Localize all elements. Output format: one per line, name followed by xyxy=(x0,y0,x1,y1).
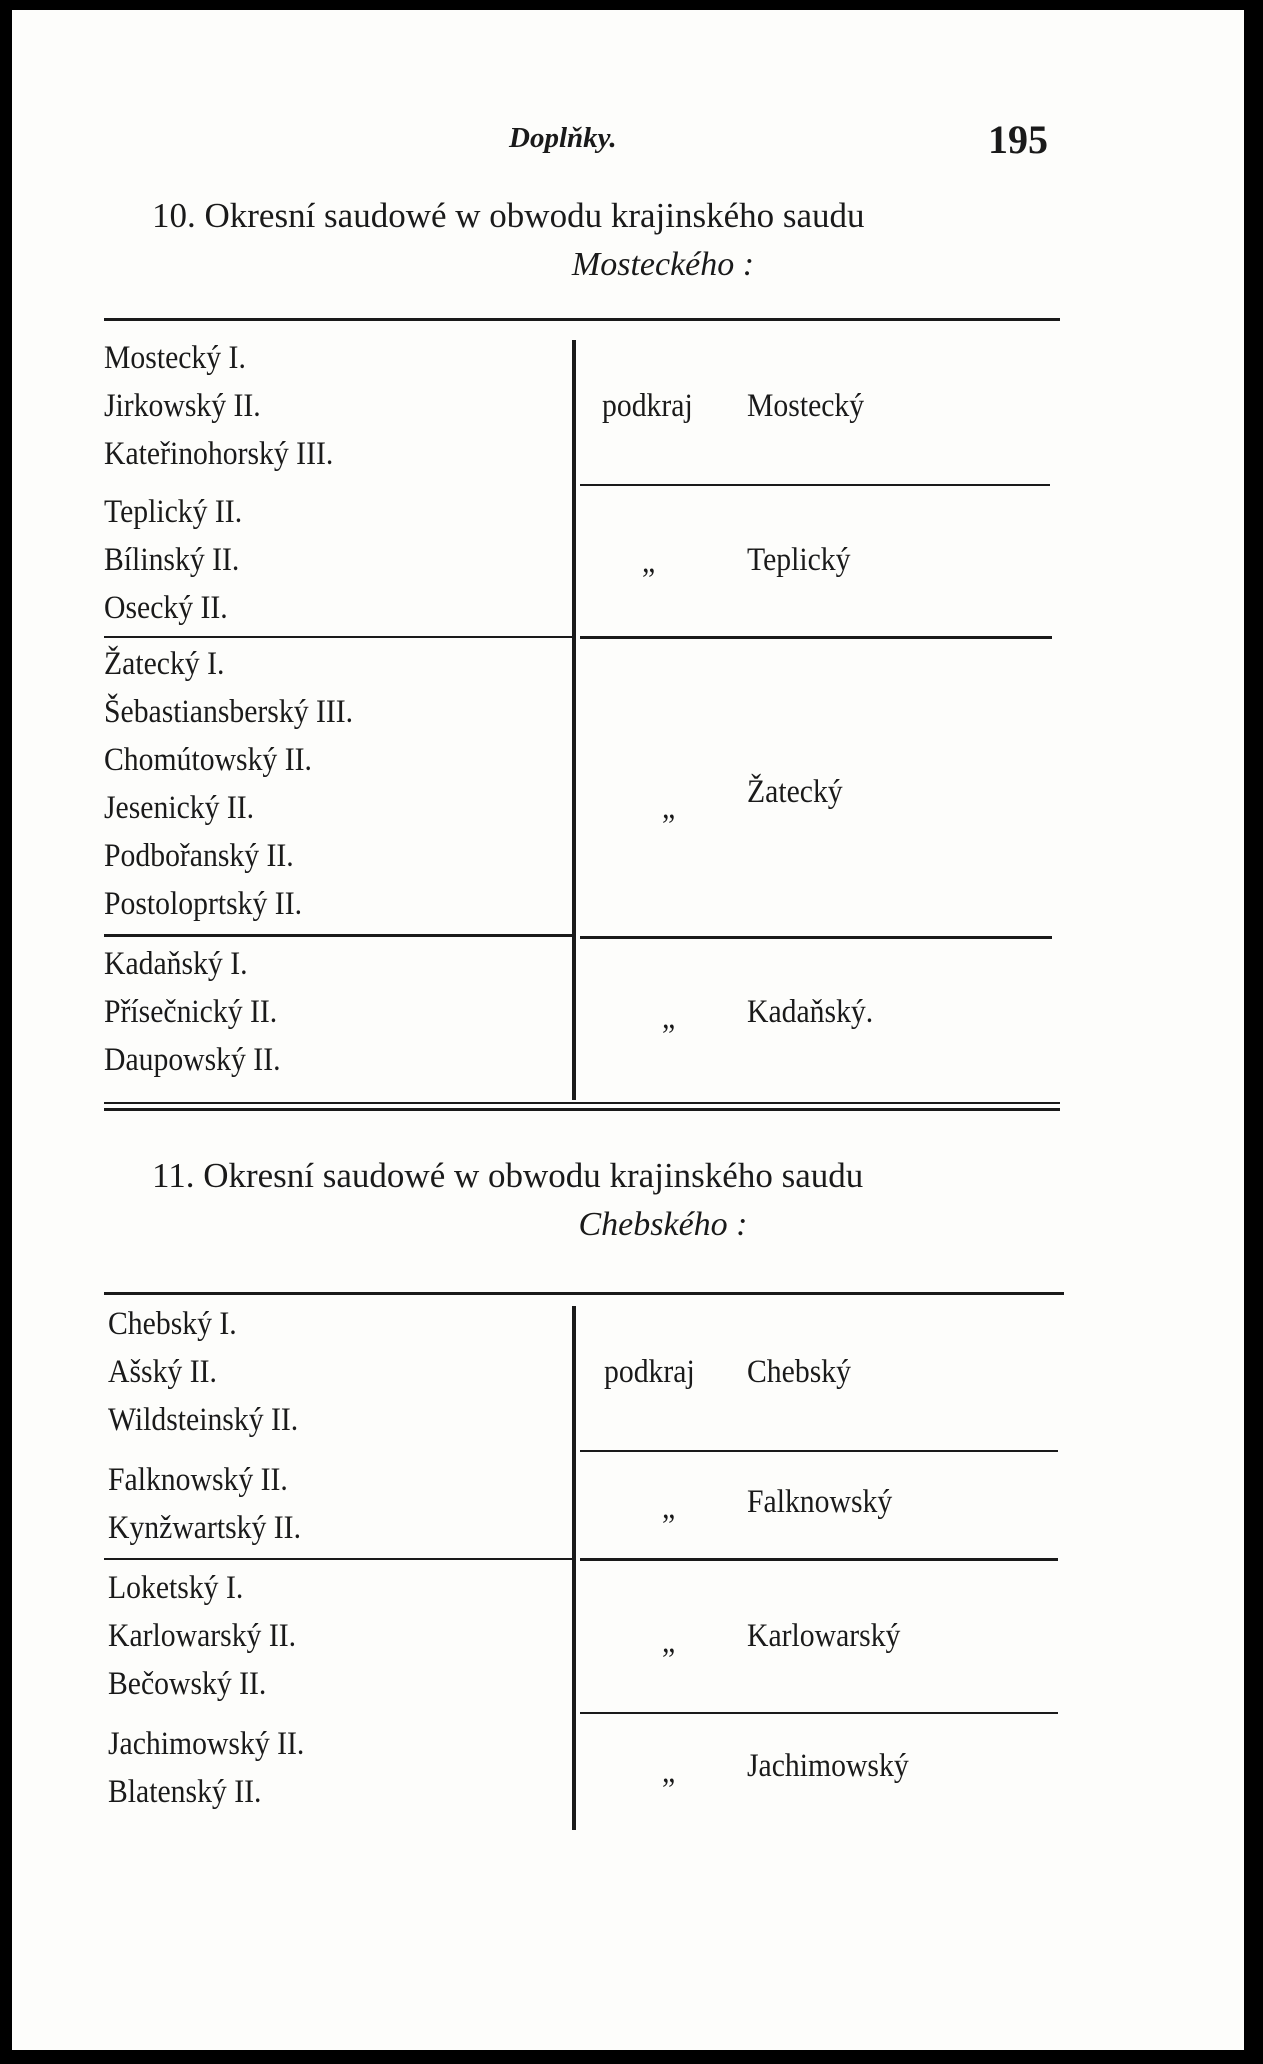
group-rule xyxy=(580,1558,1058,1561)
page-number: 195 xyxy=(988,117,1048,162)
column-divider xyxy=(572,1306,576,1830)
court-name: Ašský II. xyxy=(108,1354,217,1390)
court-name: Kateřinohorský III. xyxy=(104,436,334,472)
court-name: Kynžwartský II. xyxy=(108,1510,301,1546)
section-title: 11. Okresní saudowé w obwodu krajinského saudu xyxy=(152,1156,864,1195)
court-name: Bílinský II. xyxy=(104,542,240,578)
court-name: Wildsteinský II. xyxy=(108,1402,299,1438)
district-prefix: podkraj xyxy=(604,1354,695,1390)
court-name: Jachimowský II. xyxy=(108,1726,305,1762)
group-rule xyxy=(104,1558,576,1560)
group-rule xyxy=(580,636,1052,639)
district-prefix: „ xyxy=(662,790,676,826)
group-rule xyxy=(580,1450,1058,1452)
court-name: Jesenický II. xyxy=(104,790,255,826)
court-name: Přísečnický II. xyxy=(104,994,278,1030)
group-rule xyxy=(104,636,576,638)
section-subtitle: Chebského : xyxy=(578,1206,748,1243)
district-name: Mostecký xyxy=(747,388,865,424)
district-prefix: „ xyxy=(642,544,656,580)
court-name: Falknowský II. xyxy=(108,1462,288,1498)
court-name: Daupowský II. xyxy=(104,1042,281,1078)
court-name: Kadaňský I. xyxy=(104,946,248,982)
table-top-rule xyxy=(104,318,1060,321)
group-rule xyxy=(580,1712,1058,1714)
district-name: Kadaňský. xyxy=(747,994,874,1030)
court-name: Blatenský II. xyxy=(108,1774,262,1810)
district-prefix: „ xyxy=(662,1000,676,1036)
district-name: Jachimowský xyxy=(747,1748,909,1784)
district-prefix: „ xyxy=(662,1754,676,1790)
court-name: Mostecký I. xyxy=(104,340,246,376)
table-bottom-rule xyxy=(104,1102,1060,1104)
book-page xyxy=(12,10,1244,2050)
district-name: Žatecký xyxy=(747,774,843,810)
district-name: Falknowský xyxy=(747,1484,893,1520)
court-name: Chebský I. xyxy=(108,1306,237,1342)
district-prefix: „ xyxy=(662,1490,676,1526)
table-bottom-rule xyxy=(104,1108,1060,1111)
district-prefix: „ xyxy=(662,1624,676,1660)
court-name: Teplický II. xyxy=(104,494,243,530)
column-divider xyxy=(572,340,576,1100)
court-name: Loketský I. xyxy=(108,1570,244,1606)
court-name: Postoloprtský II. xyxy=(104,886,303,922)
court-name: Podbořanský II. xyxy=(104,838,294,874)
section-title: 10. Okresní saudowé w obwodu krajinského saudu xyxy=(152,196,865,235)
court-name: Šebastiansberský III. xyxy=(104,694,354,730)
court-name: Karlowarský II. xyxy=(108,1618,297,1654)
group-rule xyxy=(580,484,1050,486)
court-name: Jirkowský II. xyxy=(104,388,261,424)
court-name: Osecký II. xyxy=(104,590,228,626)
district-name: Karlowarský xyxy=(747,1618,901,1654)
district-name: Teplický xyxy=(747,542,851,578)
court-name: Chomútowský II. xyxy=(104,742,312,778)
running-title: Doplňky. xyxy=(509,122,617,154)
court-name: Žatecký I. xyxy=(104,646,225,682)
court-name: Bečowský II. xyxy=(108,1666,267,1702)
group-rule xyxy=(580,936,1052,939)
section-subtitle: Mosteckého : xyxy=(571,246,755,283)
district-name: Chebský xyxy=(747,1354,851,1390)
district-prefix: podkraj xyxy=(602,388,693,424)
table-top-rule xyxy=(104,1292,1064,1295)
group-rule xyxy=(104,934,576,937)
